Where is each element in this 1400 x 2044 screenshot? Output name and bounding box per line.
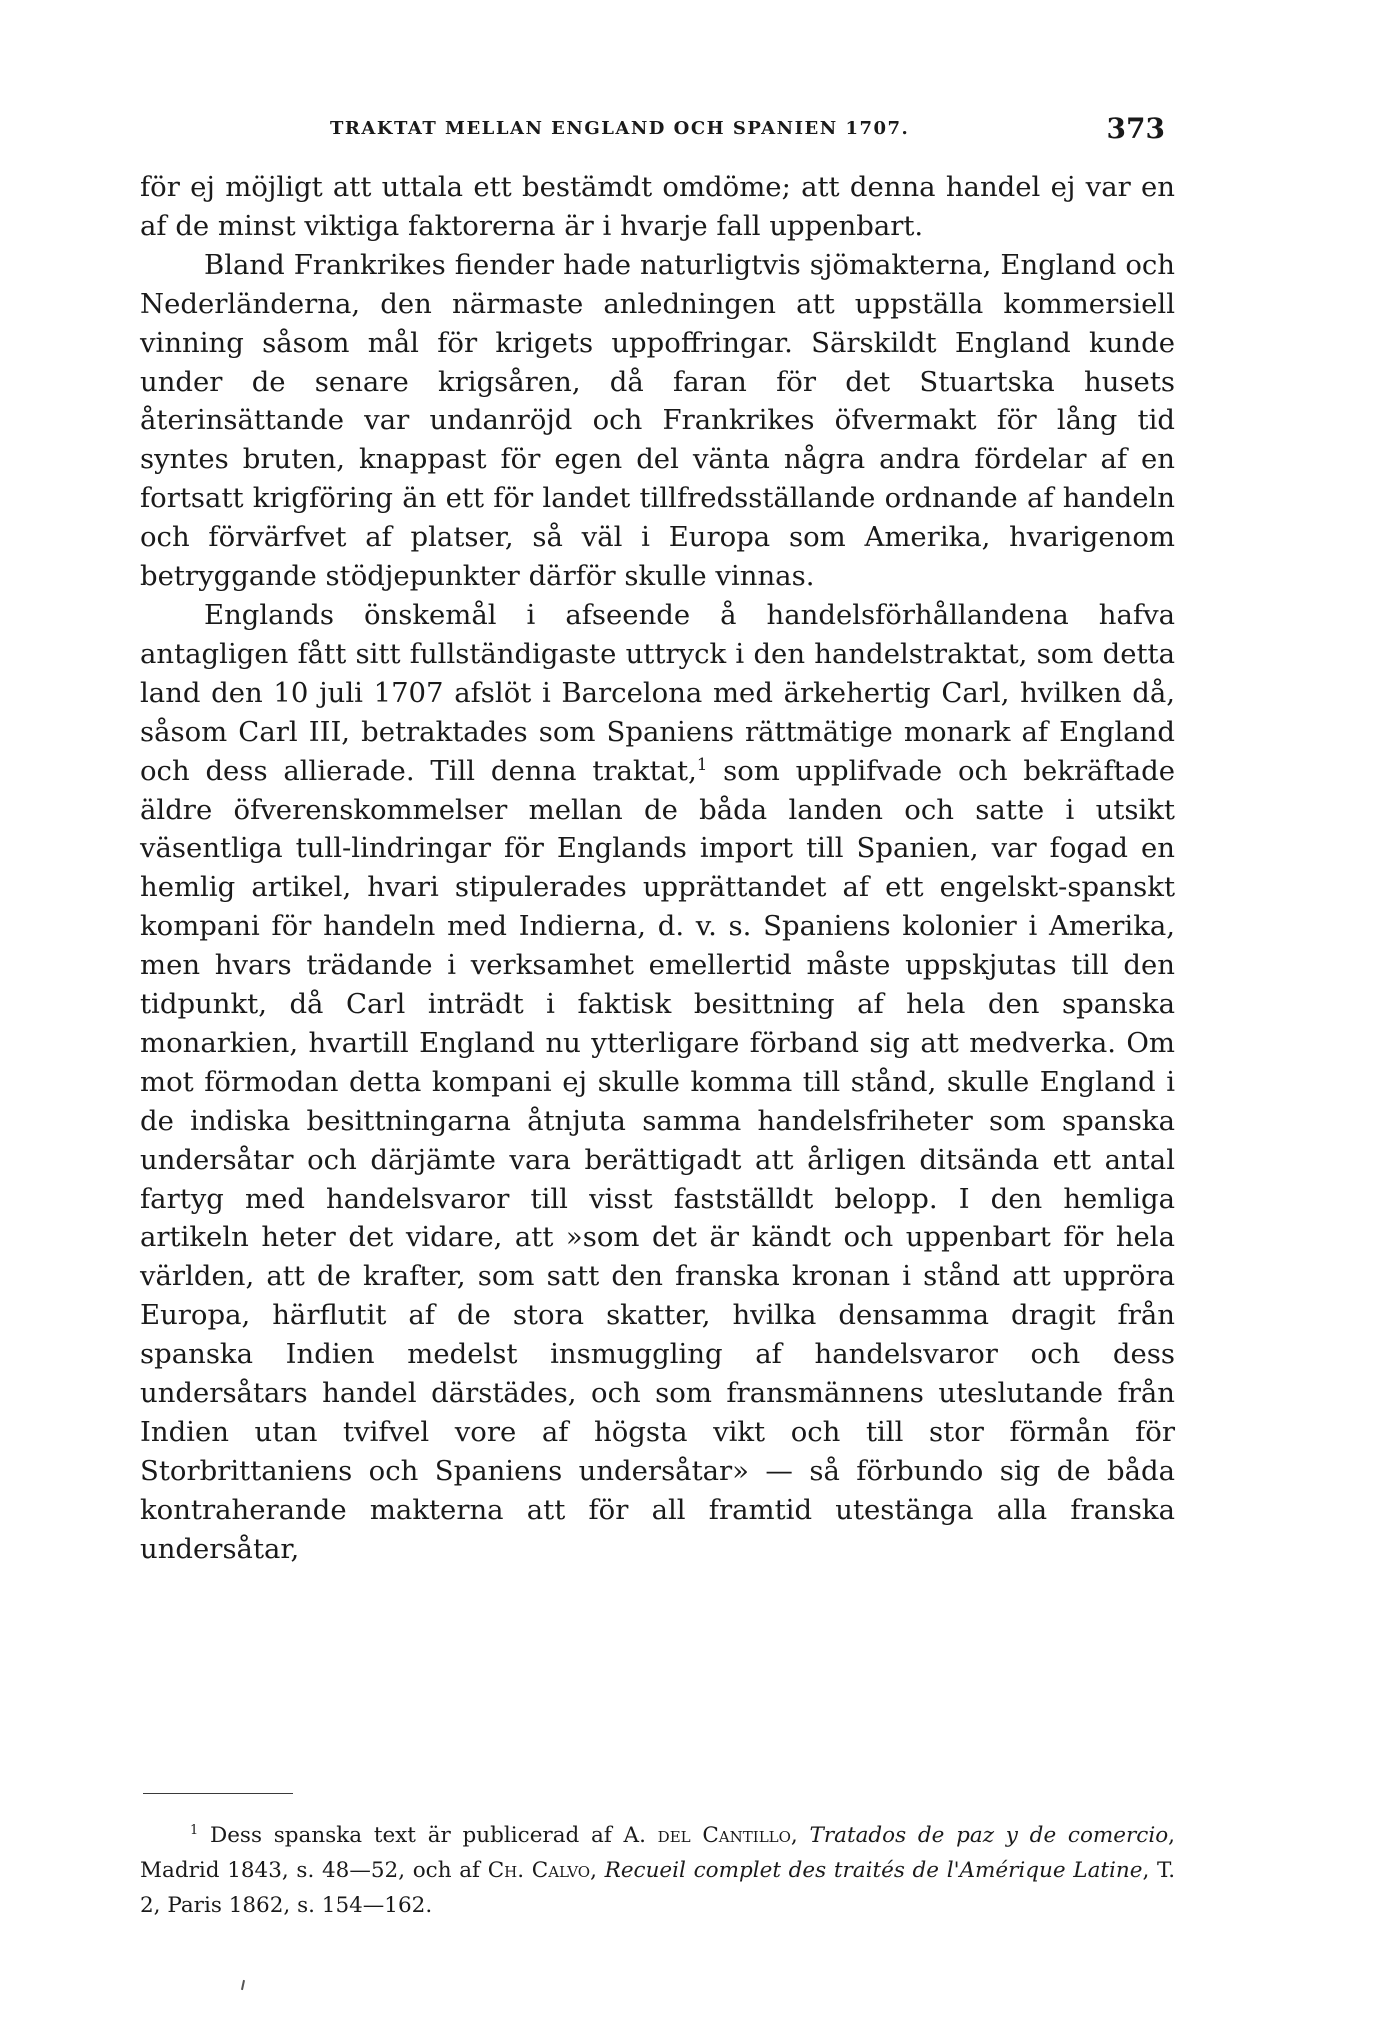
stray-ink-mark [241,1980,245,1990]
paragraph-text-before-note: Englands önskemål i afseende å handelsförhållandena hafva antagligen fått sitt fullständigaste uttryck i den handelstraktat, som detta land den 10 juli 1707 afslöt i Barcelona med ärkehertig Carl, hvilken då, såsom Carl III, betraktades som Spaniens rättmätige monark af England och dess allierade. Till denna traktat, [140,598,1175,787]
footnote-title: Tratados de paz y de comercio [809,1823,1169,1848]
paragraph-englands-onskemal [140,596,1175,1569]
footnotes [140,1818,1175,1923]
footnote-1 [140,1818,1175,1923]
footnote-marker: 1 [190,1822,199,1838]
footnote-title: Recueil complet des traités de l'Amérique Latine [604,1858,1143,1883]
paragraph-frankrikes-fiender: Bland Frankrikes fiender hade naturligtvis sjömakterna, England och Nederländerna, den närmaste anledningen att uppställa kommersiell vinning såsom mål för krigets uppoffringar. Särskildt England kunde under de senare krigsåren, då faran för det Stuartska husets återinsättande var undanröjd och Frankrikes öfvermakt för lång tid syntes bruten, knappast för egen del vänta några andra fördelar af en fortsatt krigföring än ett för landet tillfredsställande ordnande af handeln och förvärfvet af platser, så väl i Europa som Amerika, hvarigenom betryggande stödjepunkter därför skulle vinnas. [140,248,1175,593]
footnote-text: , Madrid 1843, s. 48—52, och af [140,1823,1175,1883]
footnote-text: Dess spanska text är publicerad af A. [209,1823,658,1848]
page-number: 373 [1106,112,1165,145]
footnote-reference[interactable]: 1 [696,754,708,774]
running-head [140,112,1175,152]
footnote-author: del Cantillo [657,1823,791,1848]
footnote-author: Ch. Calvo [487,1858,591,1883]
footnote-text: , T. 2, Paris 1862, s. 154—162. [140,1858,1176,1918]
paragraph-continuation: för ej möjligt att uttala ett bestämdt omdöme; att denna handel ej var en af de minst viktiga faktorerna är i hvarje fall uppenbart. [140,171,1175,242]
paragraph-text-after-note: som upplifvade och bekräftade äldre öfverenskommelser mellan de båda landen och satte i utsikt väsentliga tull-lindringar för Englands import till Spanien, var fogad en hemlig artikel, hvari stipulerades upprättandet af ett engelskt-spanskt kompani för handeln med Indierna, d. v. s. Spaniens kolonier i Amerika, men hvars trädande i verksamhet emellertid måste uppskjutas till den tidpunkt, då Carl inträdt i faktisk besittning af hela den spanska monarkien, hvartill England nu ytterligare förband sig att medverka. Om mot förmodan detta kompani ej skulle komma till stånd, skulle England i de indiska besittningarna åtnjuta samma handelsfriheter som spanska undersåtar och därjämte vara berättigadt att årligen ditsända ett antal fartyg med handelsvaror till visst fastställdt belopp. I den hemliga artikeln heter det vidare, att »som det är kändt och uppenbart för hela världen, att de krafter, som satt den franska kronan i stånd att uppröra Europa, härflutit af de stora skatter, hvilka densamma dragit från spanska Indien medelst insmuggling af handelsvaror och dess undersåtars handel därstädes, och som fransmännens uteslutande från Indien utan tvifvel vore af högsta vikt och till stor förmån för Storbrittaniens och Spaniens undersåtar» — så förbundo sig de båda kontraherande makterna att för all framtid utestänga alla franska undersåtar, [140,754,1175,1565]
body-text [140,168,1175,1569]
footnote-text: , [790,1823,810,1848]
footnote-divider [143,1793,293,1794]
running-title: TRAKTAT MELLAN ENGLAND OCH SPANIEN 1707. [330,118,910,139]
footnote-text: , [590,1858,605,1883]
